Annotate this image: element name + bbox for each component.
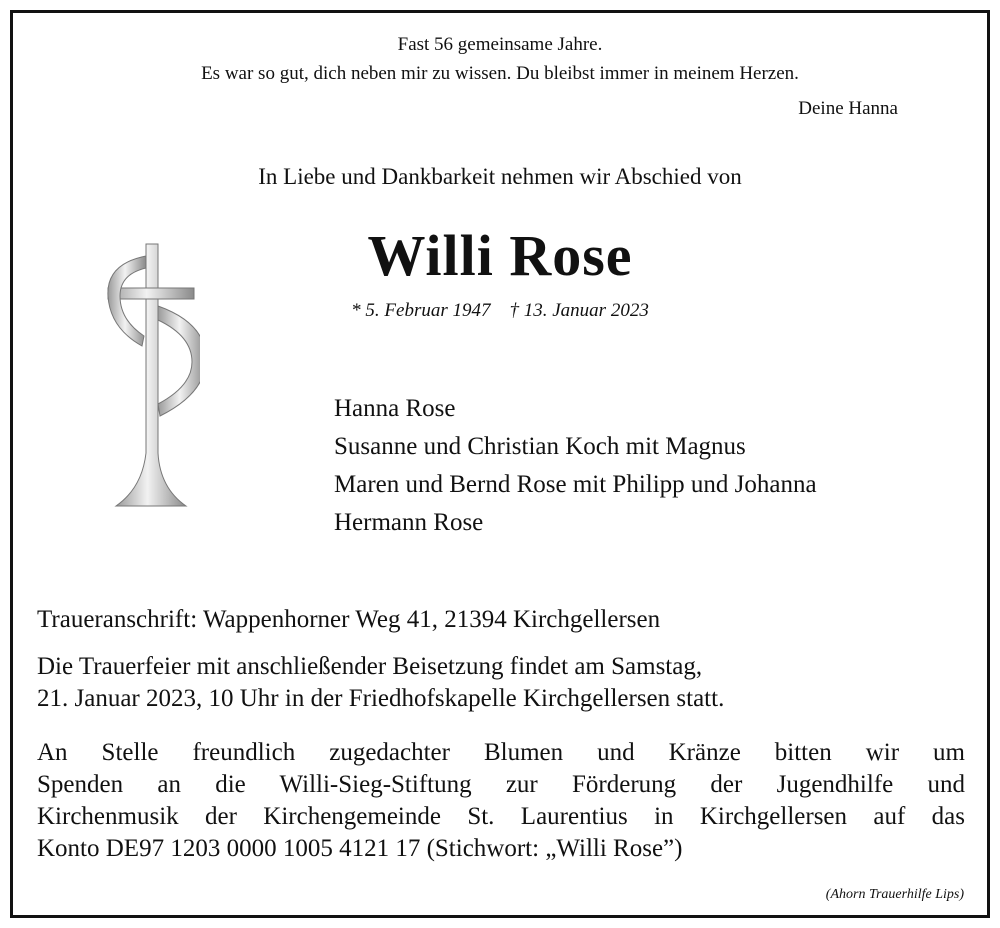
deceased-name: Willi Rose — [367, 223, 633, 288]
motto-line-2: Es war so gut, dich neben mir zu wissen. Du bleibst immer in meinem Herzen. — [201, 63, 799, 84]
funeral-home-credit: (Ahorn Trauerhilfe Lips) — [825, 887, 964, 902]
mourner-name: Hanna Rose — [334, 395, 456, 422]
deceased-dates: * 5. Februar 1947 † 13. Januar 2023 — [351, 300, 649, 321]
mourner-name: Susanne und Christian Koch mit Magnus — [334, 433, 746, 460]
ceremony-line-2: 21. Januar 2023, 10 Uhr in der Friedhofskapelle Kirchgellersen statt. — [37, 685, 725, 712]
mourning-address: Traueranschrift: Wappenhorner Weg 41, 21394 Kirchgellersen — [37, 606, 661, 633]
donation-line-4: Konto DE97 1203 0000 1005 4121 17 (Stichwort: „Willi Rose”) — [37, 835, 683, 862]
intro-text: In Liebe und Dankbarkeit nehmen wir Abschied von — [258, 164, 742, 189]
ceremony-line-1: Die Trauerfeier mit anschließender Beisetzung findet am Samstag, — [37, 653, 703, 680]
motto-signature: Deine Hanna — [798, 98, 898, 119]
mourner-name: Hermann Rose — [334, 509, 484, 536]
donation-line-1: An Stelle freundlich zugedachter Blumen und Kränze bitten wir um — [37, 739, 965, 766]
mourner-list — [334, 390, 817, 542]
donation-line-2: Spenden an die Willi-Sieg-Stiftung zur Förderung der Jugendhilfe und — [37, 771, 965, 798]
mourner-name: Maren und Bernd Rose mit Philipp und Johanna — [334, 471, 817, 498]
donation-line-3: Kirchenmusik der Kirchengemeinde St. Laurentius in Kirchgellersen auf das — [37, 803, 965, 830]
christian-cross-icon — [100, 238, 200, 518]
motto-line-1: Fast 56 gemeinsame Jahre. — [397, 34, 603, 55]
